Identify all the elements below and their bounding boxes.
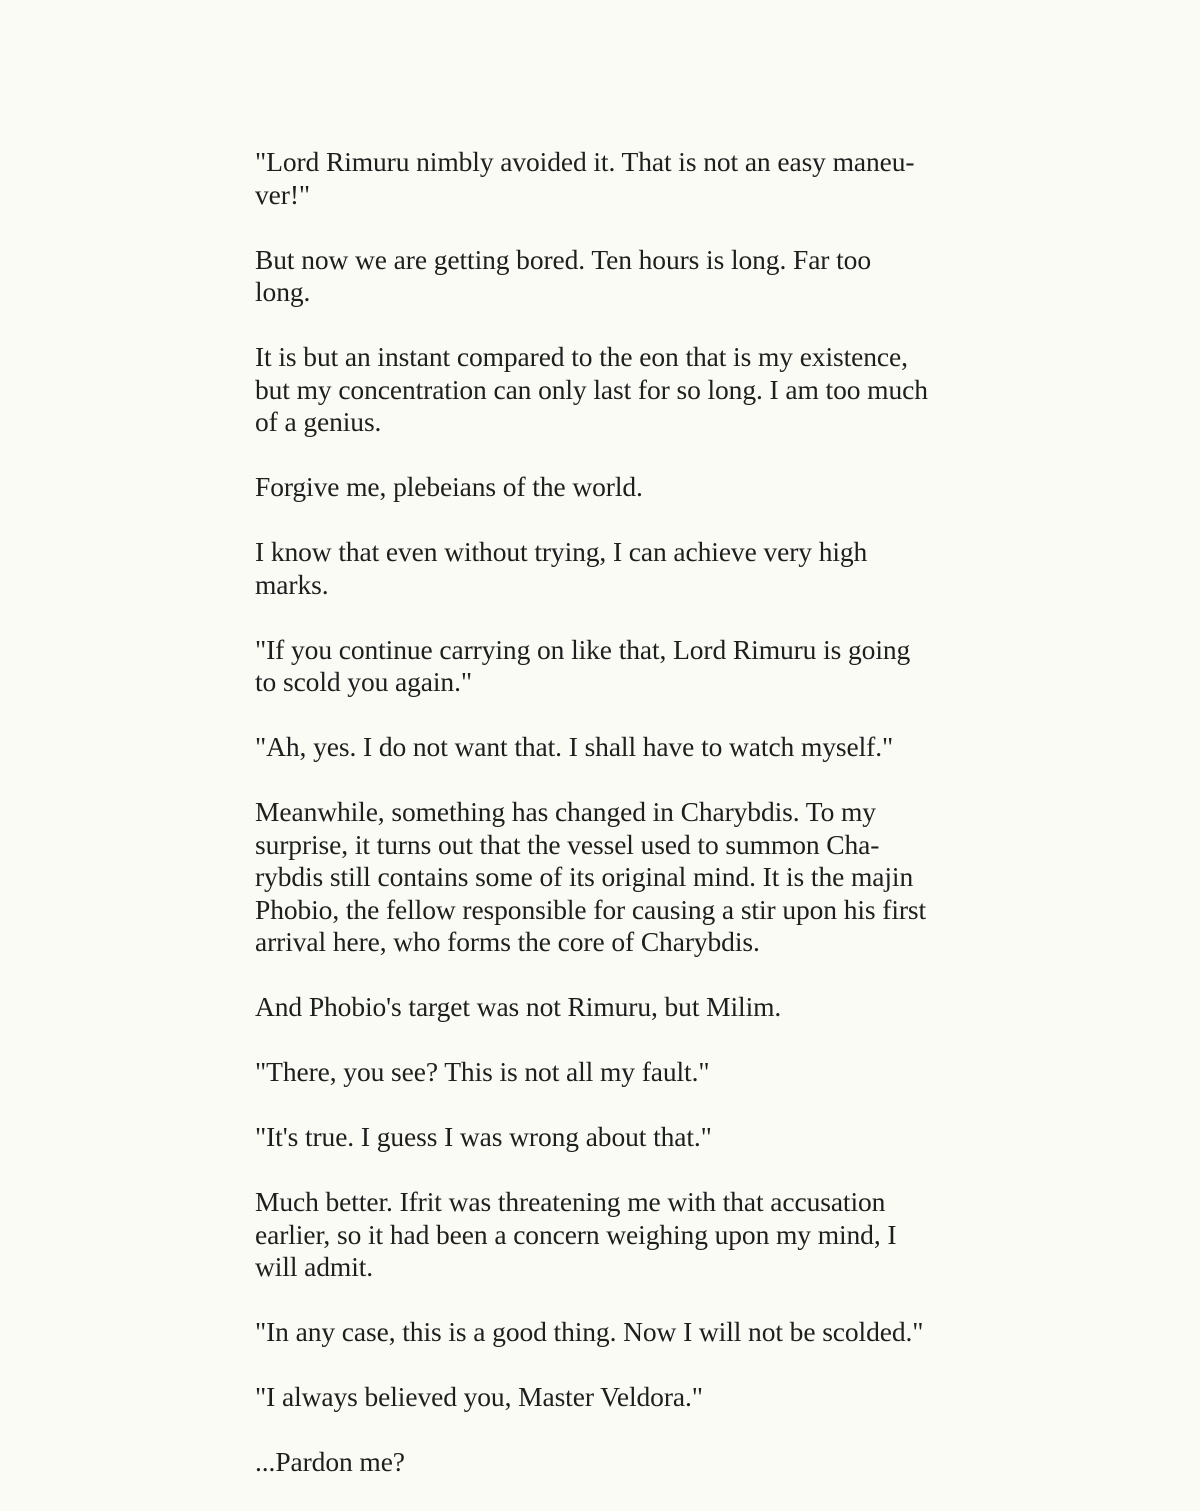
paragraph: And Phobio's target was not Rimuru, but Milim. bbox=[255, 991, 782, 1022]
paragraph: "Lord Rimuru nimbly avoided it. That is not an easy maneu- ver!" bbox=[255, 146, 915, 210]
paragraph: Forgive me, plebeians of the world. bbox=[255, 471, 643, 502]
paragraph: It is but an instant compared to the eon that is my existence, but my concentration can only last for so long. I am too much of a genius. bbox=[255, 341, 928, 437]
paragraph: But now we are getting bored. Ten hours is long. Far too long. bbox=[255, 243, 871, 307]
paragraph: "I always believed you, Master Veldora." bbox=[255, 1381, 703, 1412]
paragraph: "In any case, this is a good thing. Now I will not be scolded." bbox=[255, 1316, 924, 1347]
paragraph: I know that even without trying, I can achieve very high marks. bbox=[255, 536, 868, 600]
paragraph: ...Pardon me? bbox=[255, 1446, 405, 1477]
paragraph: Much better. Ifrit was threatening me with that accusation earlier, so it had been a concern weighing upon my mind, I will admit. bbox=[255, 1186, 897, 1282]
paragraph: Meanwhile, something has changed in Charybdis. To my surprise, it turns out that the vessel used to summon Cha- rybdis still contains some of its original mind. It is the majin Phobio, the fellow responsible for causing a stir upon his first arrival here, who forms the core of Charybdis. bbox=[255, 796, 927, 957]
paragraph: "It's true. I guess I was wrong about that." bbox=[255, 1121, 712, 1152]
paragraph: "If you continue carrying on like that, Lord Rimuru is going to scold you again." bbox=[255, 633, 911, 697]
document-page bbox=[255, 146, 967, 1511]
paragraph: "Ah, yes. I do not want that. I shall have to watch myself." bbox=[255, 731, 894, 762]
paragraph: "There, you see? This is not all my fault." bbox=[255, 1056, 710, 1087]
